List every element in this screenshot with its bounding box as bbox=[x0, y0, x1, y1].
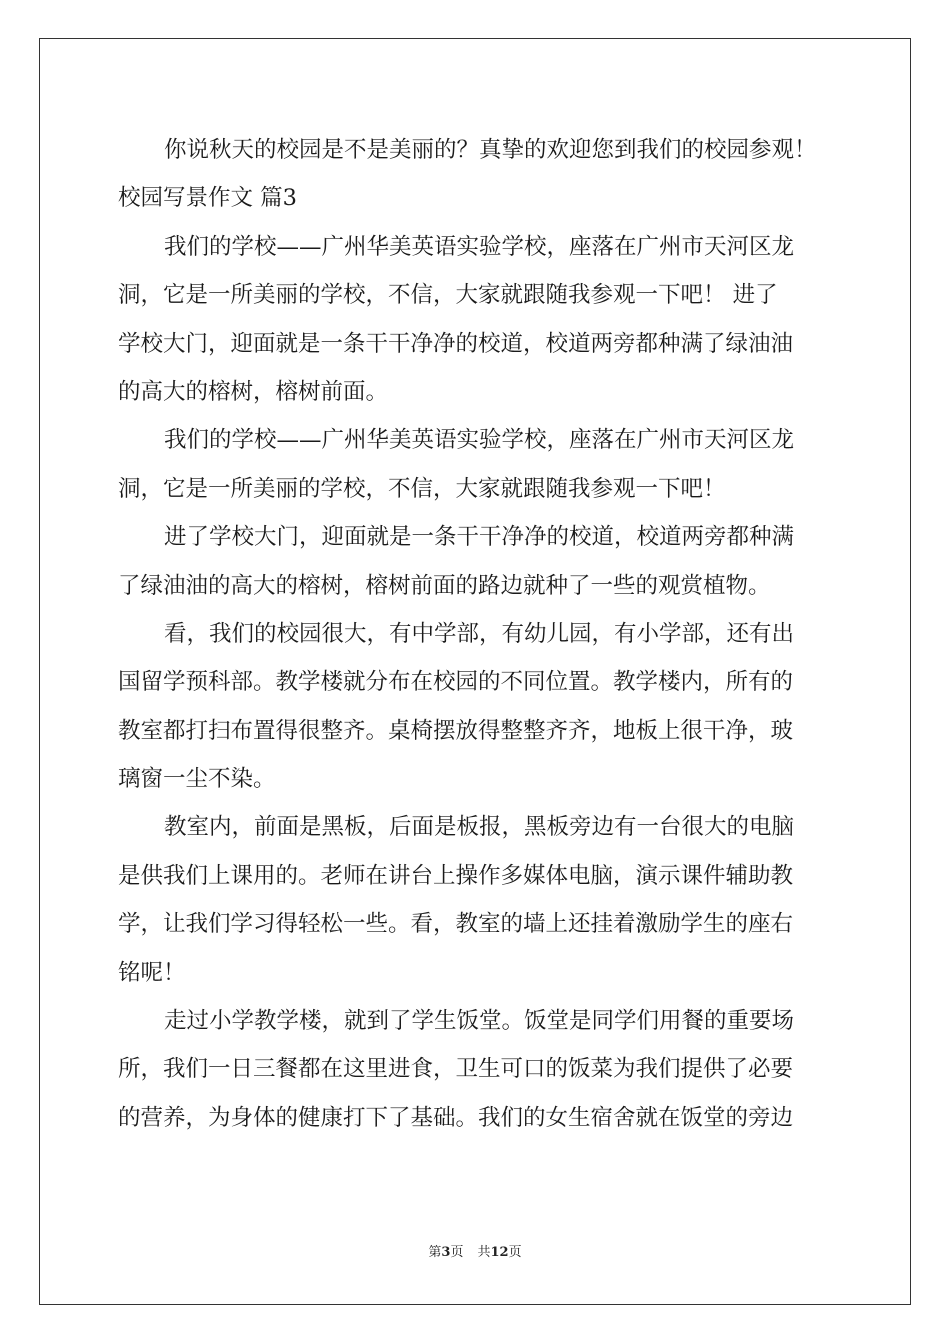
text-line: 学，让我们学习得轻松一些。看，教室的墙上还挂着激励学生的座右 bbox=[118, 911, 794, 938]
page-prefix: 第 bbox=[428, 1245, 442, 1260]
text-line: 璃窗一尘不染。 bbox=[118, 766, 276, 793]
text-line: 看，我们的校园很大，有中学部，有幼儿园，有小学部，还有出 bbox=[164, 620, 795, 647]
page-suffix: 页 bbox=[450, 1245, 464, 1260]
total-suffix: 页 bbox=[508, 1245, 522, 1260]
text-line: 我们的学校——广州华美英语实验学校，座落在广州市天河区龙 bbox=[164, 427, 795, 454]
total-prefix: 共 bbox=[477, 1245, 491, 1260]
text-line: 是供我们上课用的。老师在讲台上操作多媒体电脑，演示课件辅助教 bbox=[118, 862, 794, 889]
text-line: 国留学预科部。教学楼就分布在校园的不同位置。教学楼内，所有的 bbox=[118, 669, 794, 696]
text-line: 我们的学校——广州华美英语实验学校，座落在广州市天河区龙 bbox=[164, 233, 795, 260]
text-line: 你说秋天的校园是不是美丽的？真挚的欢迎您到我们的校园参观！ bbox=[164, 137, 817, 163]
text-line: 洞，它是一所美丽的学校，不信，大家就跟随我参观一下吧！ 进了 bbox=[118, 282, 778, 309]
text-line: 洞，它是一所美丽的学校，不信，大家就跟随我参观一下吧！ bbox=[118, 475, 726, 502]
text-line: 教室都打扫布置得很整齐。桌椅摆放得整整齐齐，地板上很干净，玻 bbox=[118, 717, 794, 744]
section-heading: 校园写景作文 篇3 bbox=[118, 185, 297, 212]
text-line: 的高大的榕树，榕树前面。 bbox=[118, 378, 389, 405]
page-current: 3 bbox=[441, 1245, 451, 1260]
text-line: 的营养，为身体的健康打下了基础。我们的女生宿舍就在饭堂的旁边 bbox=[118, 1104, 794, 1131]
document-body bbox=[118, 126, 836, 1142]
page-footer bbox=[0, 1241, 950, 1260]
text-line: 学校大门，迎面就是一条干干净净的校道，校道两旁都种满了绿油油 bbox=[118, 330, 794, 357]
text-line: 教室内，前面是黑板，后面是板报，黑板旁边有一台很大的电脑 bbox=[164, 814, 795, 841]
text-line: 进了学校大门，迎面就是一条干干净净的校道，校道两旁都种满 bbox=[164, 524, 795, 551]
text-line: 走过小学教学楼，就到了学生饭堂。饭堂是同学们用餐的重要场 bbox=[164, 1008, 795, 1035]
text-line: 铭呢！ bbox=[118, 959, 186, 986]
page-total: 12 bbox=[490, 1245, 509, 1260]
text-line: 了绿油油的高大的榕树，榕树前面的路边就种了一些的观赏植物。 bbox=[118, 572, 771, 599]
text-line: 所，我们一日三餐都在这里进食，卫生可口的饭菜为我们提供了必要 bbox=[118, 1056, 794, 1083]
